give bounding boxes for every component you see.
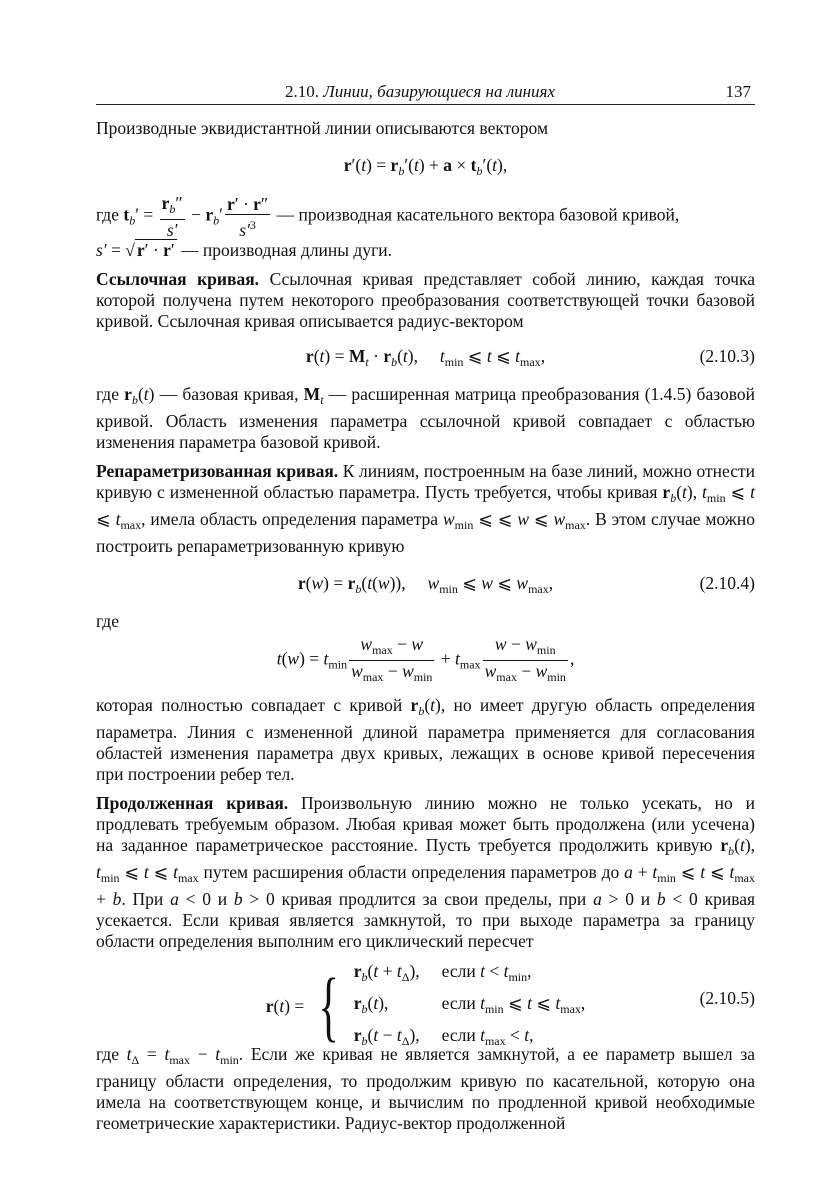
extended-curve-paragraph: Продолженная кривая. Произвольную линию можно не только усекать, но и продлевать требуемым образом. Любая кривая может быть продолжена (или усечена) на заданное параметрическое расстояние. Пусть требуется продолжить кривую $r_b(t)$, $t_{min}$ ⩽ t ⩽ $t_{max}$ путем расширения области определения параметров до $a + t_{min}$ ⩽ t ⩽ $t_{max} + b$. При a < 0 и b > 0 кривая продлится за свои пределы, при a > 0 и b < 0 кривая усекается. Если кривая является замкнутой, то при выходе параметра за границу области определения выполним его циклический пересчет [96,793,756,951]
reparametrized-curve-title: Репараметризованная кривая. [96,461,339,481]
reference-curve-paragraph: Ссылочная кривая. Ссылочная кривая представляет собой линию, каждая точка которой получена путем некоторого преобразования соответствующей точки базовой кривой. Ссылочная кривая описывается радиус-вектором [96,269,755,331]
equation-2-10-3: $r(t) = M_t \cdot r_b(t)$, $t_{min}$ ⩽ t ⩽ $t_{max}$, (2.10.3) [305,346,755,369]
equation-number: (2.10.3) [699,346,755,366]
equation-2-10-4: $r(w) = r_b(t(w))$, $w_{min}$ ⩽ w ⩽ $w_{max}$, (2.10.4) [297,573,755,596]
equation-equidistant-derivative: $r'(t) = r_b'(t) + a \times t_b'(t)$, [343,155,508,178]
equation-t-of-w: $t(w) = t_{min}$ $\frac{w_{max} - w}{w_{max} - w_{min}}$ + $t_{max}$ $\frac{w - w_{min}}{w_{max} - w_{min}}$ , [276,634,575,684]
equation-number: (2.10.4) [699,573,755,593]
page-number: 137 [725,82,751,101]
reference-curve-after: где $r_b(t)$ — базовая кривая, $M_t$ — расширенная матрица преобразования (1.4.5) базовой кривой. Область изменения параметра ссылочной кривой совпадает с областью изменения параметра базовой кривой. [96,384,756,452]
intro-paragraph: Производные эквидистантной линии описываются вектором [96,118,549,138]
equation-number: (2.10.5) [699,988,755,1008]
equation-2-10-5: r(t) = { $r_b(t + t_\Delta)$, если $t < t_{min}$, $r_b(t)$, если $t_{min}$ ⩽ t ⩽ $t_{max}$, $r_b(t - t_\Delta)$, если $t_{max} < t$, (2.10.5) [265,961,755,1049]
running-header [96,82,755,105]
reparametrized-curve-paragraph: Репараметризованная кривая. К линиям, построенным на базе линий, можно отнести кривую с измененной областью параметра. Пусть требуется, чтобы кривая $r_b(t)$, $t_{min}$ ⩽ t ⩽ $t_{max}$, имела область определения параметра $w_{min}$ ⩽ ⩽ w ⩽ $w_{max}$. В этом случае можно построить репараметризованную кривую [96,461,756,556]
extended-curve-title: Продолженная кривая. [96,793,289,813]
reference-curve-title: Ссылочная кривая. [96,269,260,289]
where-label: где [96,611,119,631]
page-body [96,118,755,1134]
where-s-line: s′ = √ r′ · r′ — производная длины дуги. [96,240,392,260]
reparametrized-curve-after: которая полностью совпадает с кривой $r_b(t)$, но имеет другую область определения параметра. Линия с измененной длиной параметра применяется для согласования областей изменения параметра двух кривых, лежащих в основе кривой пересечения при построении ребер тел. [96,695,755,784]
where-tb-line: где $t_b'$ = $\frac{r_b''}{s'}$ − $r_b'$ $\frac{r' \cdot r''}{s'^3}$ — производная касательного вектора базовой кривой, [96,193,680,240]
running-title: 2.10. Линии, базирующиеся на линиях [284,82,555,101]
extended-curve-after: где $t_\Delta = t_{max} - t_{min}$. Если же кривая не является замкнутой, а ее параметр вышел за границу области определения, то продолжим кривую по касательной, которую она имела на соответствующем конце, и вычислим по продленной кривой необходимые геометрические характеристики. Радиус-вектор продолженной [96,1044,755,1133]
